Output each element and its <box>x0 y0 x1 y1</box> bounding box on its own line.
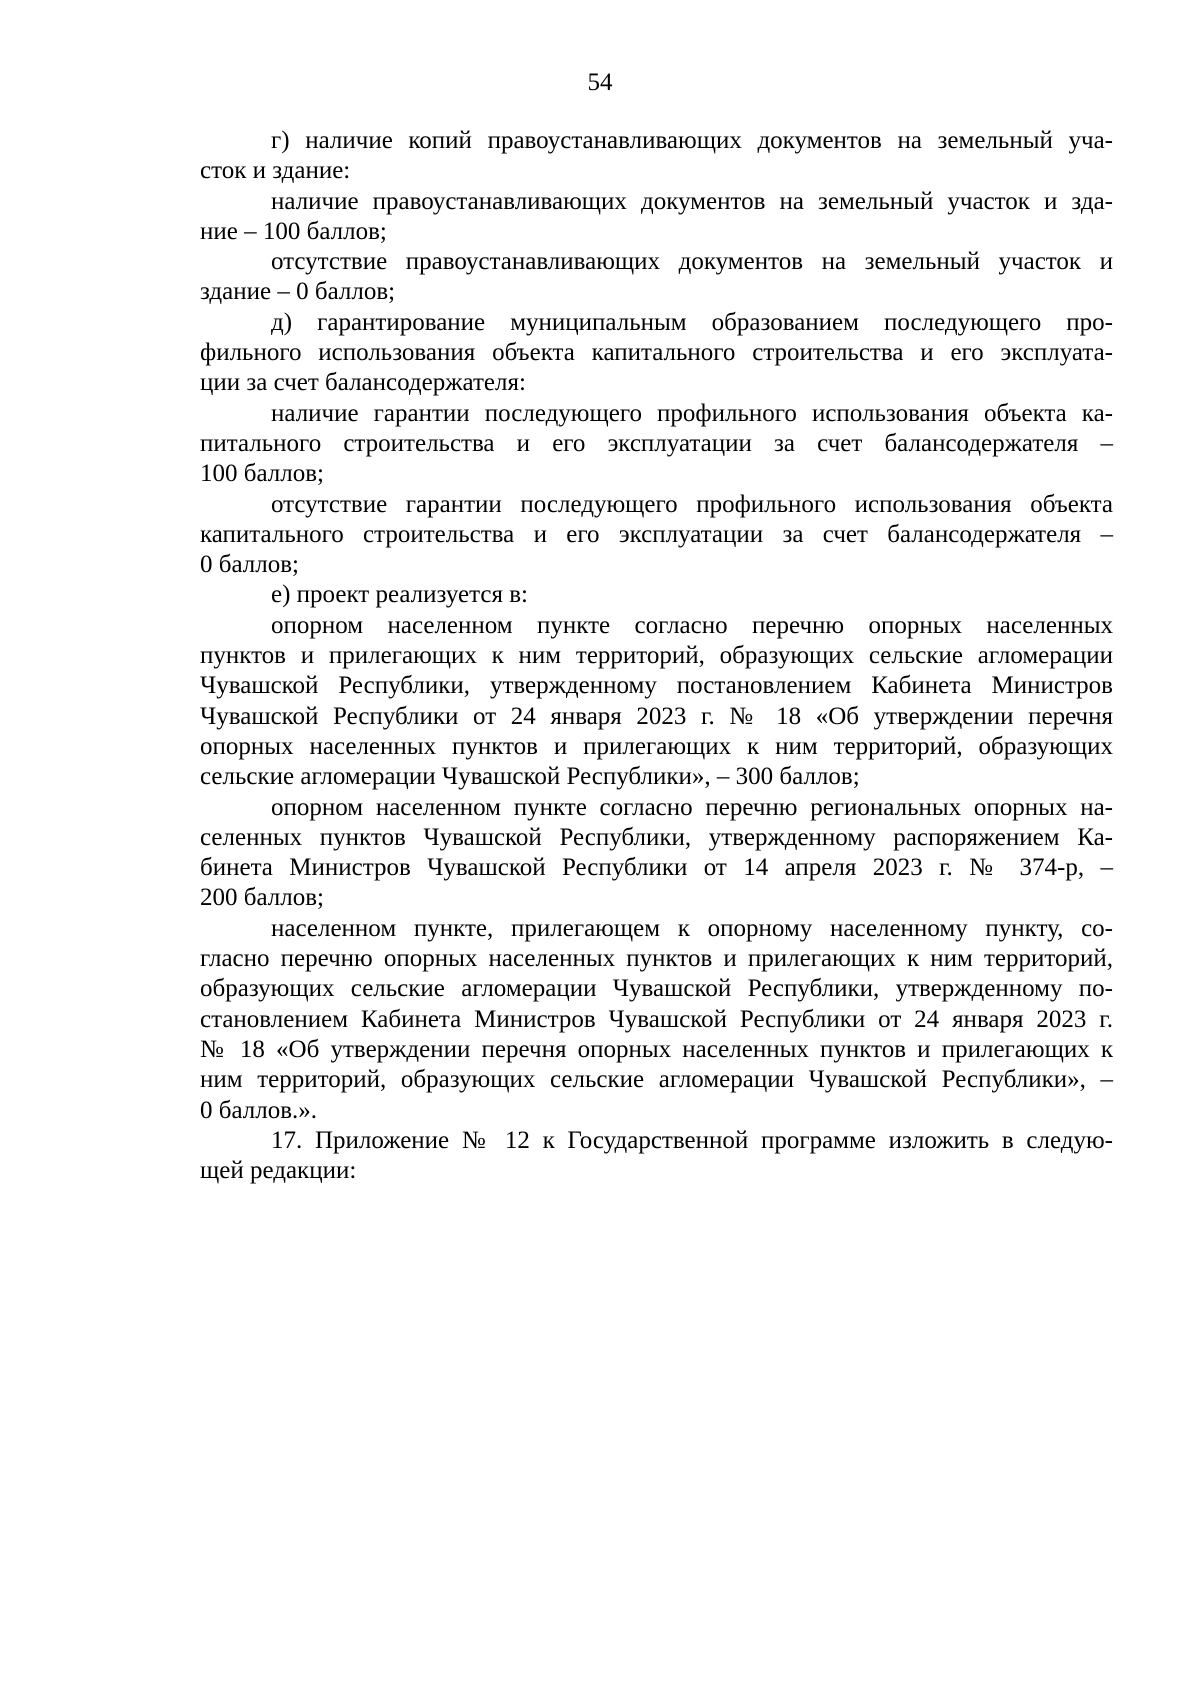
paragraph-item-e-1 <box>200 611 1113 793</box>
paragraph-item-17 <box>200 1126 1113 1187</box>
text-line: населенном пункте, прилегающем к опорному населенному пункту, со- <box>271 914 1113 942</box>
text-line: опорном населенном пункте согласно перечню опорных населенных <box>271 611 1113 639</box>
document-body <box>200 126 1113 1186</box>
text-line: 100 баллов; <box>200 460 324 488</box>
text-line: 0 баллов; <box>200 551 299 579</box>
text-line: отсутствие гарантии последующего профильного использования объекта <box>271 490 1113 518</box>
page-number: 54 <box>587 69 613 96</box>
text-line: опорном населенном пункте согласно перечню региональных опорных на- <box>271 793 1113 821</box>
text-line: фильного использования объекта капитального строительства и его эксплуата- <box>200 339 1113 367</box>
text-line: опорных населенных пунктов и прилегающих к ним территорий, образующих <box>200 732 1113 760</box>
paragraph-item-d-yes <box>200 399 1113 490</box>
text-line: образующих сельские агломерации Чувашской Республики, утвержденному по- <box>200 975 1113 1003</box>
paragraph-item-e-2 <box>200 793 1113 914</box>
text-line: Чувашской Республики от 24 января 2023 г. № 18 «Об утверждении перечня <box>200 702 1113 730</box>
text-line: селенных пунктов Чувашской Республики, утвержденному распоряжением Ка- <box>200 823 1113 851</box>
paragraph-item-d <box>200 308 1113 399</box>
text-line: питального строительства и его эксплуатации за счет балансодержателя – <box>200 429 1113 457</box>
text-line: г) наличие копий правоустанавливающих документов на земельный уча- <box>271 127 1113 154</box>
paragraph-item-e-3 <box>200 914 1113 1126</box>
text-line: № 18 «Об утверждении перечня опорных населенных пунктов и прилегающих к <box>200 1035 1113 1063</box>
paragraph-item-d-no <box>200 490 1113 581</box>
text-line: д) гарантирование муниципальным образованием последующего про- <box>271 308 1113 336</box>
text-line: гласно перечню опорных населенных пунктов и прилегающих к ним территорий, <box>200 945 1113 973</box>
text-line: 17. Приложение № 12 к Государственной программе изложить в следую- <box>271 1126 1113 1154</box>
text-line: Чувашской Республики, утвержденному постановлением Кабинета Министров <box>200 672 1113 700</box>
text-line: сельские агломерации Чувашской Республики», – 300 баллов; <box>200 763 860 791</box>
text-line: бинета Министров Чувашской Республики от 14 апреля 2023 г. № 374-р, – <box>200 854 1113 882</box>
paragraph-item-g-yes <box>200 187 1113 248</box>
paragraph-item-g-no <box>200 247 1113 308</box>
text-line: 0 баллов.». <box>200 1096 318 1124</box>
text-line: 200 баллов; <box>200 884 324 912</box>
text-line: ним территорий, образующих сельские агломерации Чувашской Республики», – <box>200 1066 1113 1094</box>
text-line: ние – 100 баллов; <box>200 217 387 245</box>
paragraph-item-g <box>200 126 1113 187</box>
paragraph-item-e <box>200 580 1113 610</box>
text-line: ции за счет балансодержателя: <box>200 369 526 397</box>
text-line: здание – 0 баллов; <box>200 278 396 306</box>
text-line: сток и здание: <box>200 157 351 185</box>
text-line: наличие гарантии последующего профильного использования объекта ка- <box>271 399 1113 427</box>
text-line: е) проект реализуется в: <box>271 581 528 609</box>
text-line: пунктов и прилегающих к ним территорий, образующих сельские агломерации <box>200 642 1113 670</box>
text-line: отсутствие правоустанавливающих документов на земельный участок и <box>271 248 1113 276</box>
text-line: щей редакции: <box>200 1157 357 1185</box>
text-line: наличие правоустанавливающих документов на земельный участок и зда- <box>271 187 1113 215</box>
text-line: становлением Кабинета Министров Чувашской Республики от 24 января 2023 г. <box>200 1005 1113 1033</box>
text-line: капитального строительства и его эксплуатации за счет балансодержателя – <box>200 520 1113 548</box>
